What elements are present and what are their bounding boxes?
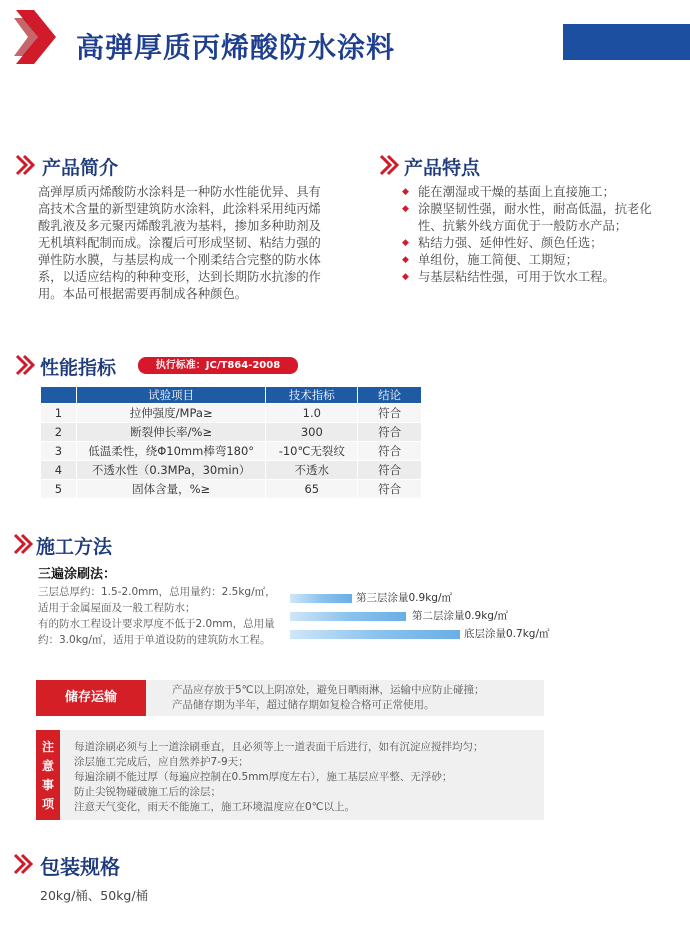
table-cell: 不透水	[266, 461, 358, 480]
table-row	[41, 442, 422, 461]
table-cell: 5	[41, 480, 77, 499]
feature-item: ◆ 单组份，施工简便、工期短；	[402, 252, 672, 269]
construction-line: 三层总厚约：1.5-2.0mm，总用量约：2.5kg/㎡，	[38, 586, 276, 598]
table-row	[41, 461, 422, 480]
note-line: 涂层施工完成后，应自然养护7-9天；	[74, 756, 249, 768]
intro-heading: 产品简介	[42, 157, 119, 179]
coating-layer-label: 第二层涂量0.9kg/㎡	[412, 610, 508, 622]
feature-item: ◆ 与基层粘结性强，可用于饮水工程。	[402, 269, 672, 286]
column-header	[41, 387, 77, 404]
table-cell: 65	[266, 480, 358, 499]
construction-subheading: 三遍涂刷法：	[38, 567, 117, 582]
brand-arrow-icon	[12, 8, 58, 66]
table-header-row	[41, 387, 422, 404]
notes-label	[36, 730, 60, 820]
column-header: 结论	[358, 387, 422, 404]
note-line: 防止尖锐物碰破施工后的涂层；	[74, 786, 221, 798]
column-header: 试验项目	[76, 387, 266, 404]
table-cell: 符合	[358, 461, 422, 480]
performance-heading: 性能指标	[40, 357, 117, 379]
table-cell: 符合	[358, 423, 422, 442]
table-cell: 固体含量，%≥	[76, 480, 266, 499]
notes-label-char: 项	[41, 797, 54, 811]
coating-layer-label: 底层涂量0.7kg/㎡	[464, 628, 550, 640]
section-arrow-icon	[14, 154, 36, 176]
construction-text	[38, 584, 288, 648]
coating-layer-bar	[290, 594, 352, 603]
notes-label-char: 注	[41, 740, 54, 754]
storage-text	[172, 683, 540, 713]
table-cell: 3	[41, 442, 77, 461]
header-blue-block	[563, 24, 690, 60]
table-cell: 符合	[358, 480, 422, 499]
features-list	[402, 184, 672, 286]
note-line: 每遍涂刷不能过厚（每遍应控制在0.5mm厚度左右），施工基层应平整、无浮砂；	[74, 771, 453, 783]
coating-layer-label: 第三层涂量0.9kg/㎡	[356, 592, 452, 604]
notes-label-char: 事	[41, 778, 54, 792]
storage-label: 储存运输	[36, 680, 146, 716]
table-row	[41, 404, 422, 423]
intro-text: 高弹厚质丙烯酸防水涂料是一种防水性能优异、具有高技术含量的新型建筑防水涂料，此涂料采用纯丙烯酸乳液及多元聚丙烯酸乳液为基料，掺加多种助剂及无机填料配制而成。涂覆后可形成坚韧、粘结力强的弹性防水膜，与基层构成一个刚柔结合完整的防水体系，以适应结构的种种变形，达到长期防水抗渗的作用。本品可根据需要再制成各种颜色。	[38, 185, 321, 301]
page-title: 高弹厚质丙烯酸防水涂料	[76, 31, 396, 64]
storage-line: 产品应存放于5℃以上阴凉处，避免日晒雨淋，运输中应防止碰撞；	[172, 684, 485, 696]
table-cell: -10℃无裂纹	[266, 442, 358, 461]
table-cell: 1.0	[266, 404, 358, 423]
coating-layer-bar	[290, 612, 406, 621]
table-row	[41, 480, 422, 499]
feature-item: ◆ 涂膜坚韧性强，耐水性，耐高低温，抗老化性、抗紫外线方面优于一般防水产品；	[402, 201, 672, 235]
standard-badge: 执行标准：JC/T864-2008	[138, 357, 298, 374]
table-cell: 符合	[358, 404, 422, 423]
note-line: 每道涂刷必须与上一道涂刷垂直，且必须等上一道表面干后进行，如有沉淀应搅拌均匀；	[74, 741, 484, 753]
table-cell: 2	[41, 423, 77, 442]
notes-label-char: 意	[41, 759, 54, 773]
construction-heading: 施工方法	[36, 536, 113, 558]
table-cell: 符合	[358, 442, 422, 461]
table-cell: 不透水性（0.3MPa，30min）	[76, 461, 266, 480]
storage-line: 产品储存期为半年，超过储存期如复检合格可正常使用。	[172, 699, 435, 711]
table-cell: 4	[41, 461, 77, 480]
coating-layer-bar	[290, 630, 460, 639]
table-cell: 300	[266, 423, 358, 442]
table-cell: 1	[41, 404, 77, 423]
feature-item: ◆ 能在潮湿或干燥的基面上直接施工；	[402, 184, 672, 201]
features-heading: 产品特点	[404, 157, 481, 179]
table-cell: 拉伸强度/MPa≥	[76, 404, 266, 423]
construction-line: 有的防水工程设计要求厚度不低于2.0mm，总用量	[38, 618, 275, 630]
section-arrow-icon	[14, 354, 36, 376]
column-header: 技术指标	[266, 387, 358, 404]
construction-line: 适用于金属屋面及一般工程防水；	[38, 602, 196, 614]
section-arrow-icon	[378, 154, 400, 176]
performance-table	[40, 386, 422, 499]
table-row	[41, 423, 422, 442]
section-arrow-icon	[12, 533, 34, 555]
packaging-text: 20kg/桶、50kg/桶	[40, 888, 149, 903]
construction-line: 约：3.0kg/㎡，适用于单道设防的建筑防水工程。	[38, 634, 271, 646]
notes-text	[74, 740, 540, 815]
section-arrow-icon	[12, 853, 34, 875]
note-line: 注意天气变化，雨天不能施工，施工环境温度应在0℃以上。	[74, 801, 355, 813]
table-cell: 断裂伸长率/%≥	[76, 423, 266, 442]
packaging-heading: 包装规格	[40, 855, 120, 879]
table-cell: 低温柔性，绕Φ10mm棒弯180°	[76, 442, 266, 461]
feature-item: ◆ 粘结力强、延伸性好、颜色任选；	[402, 235, 672, 252]
